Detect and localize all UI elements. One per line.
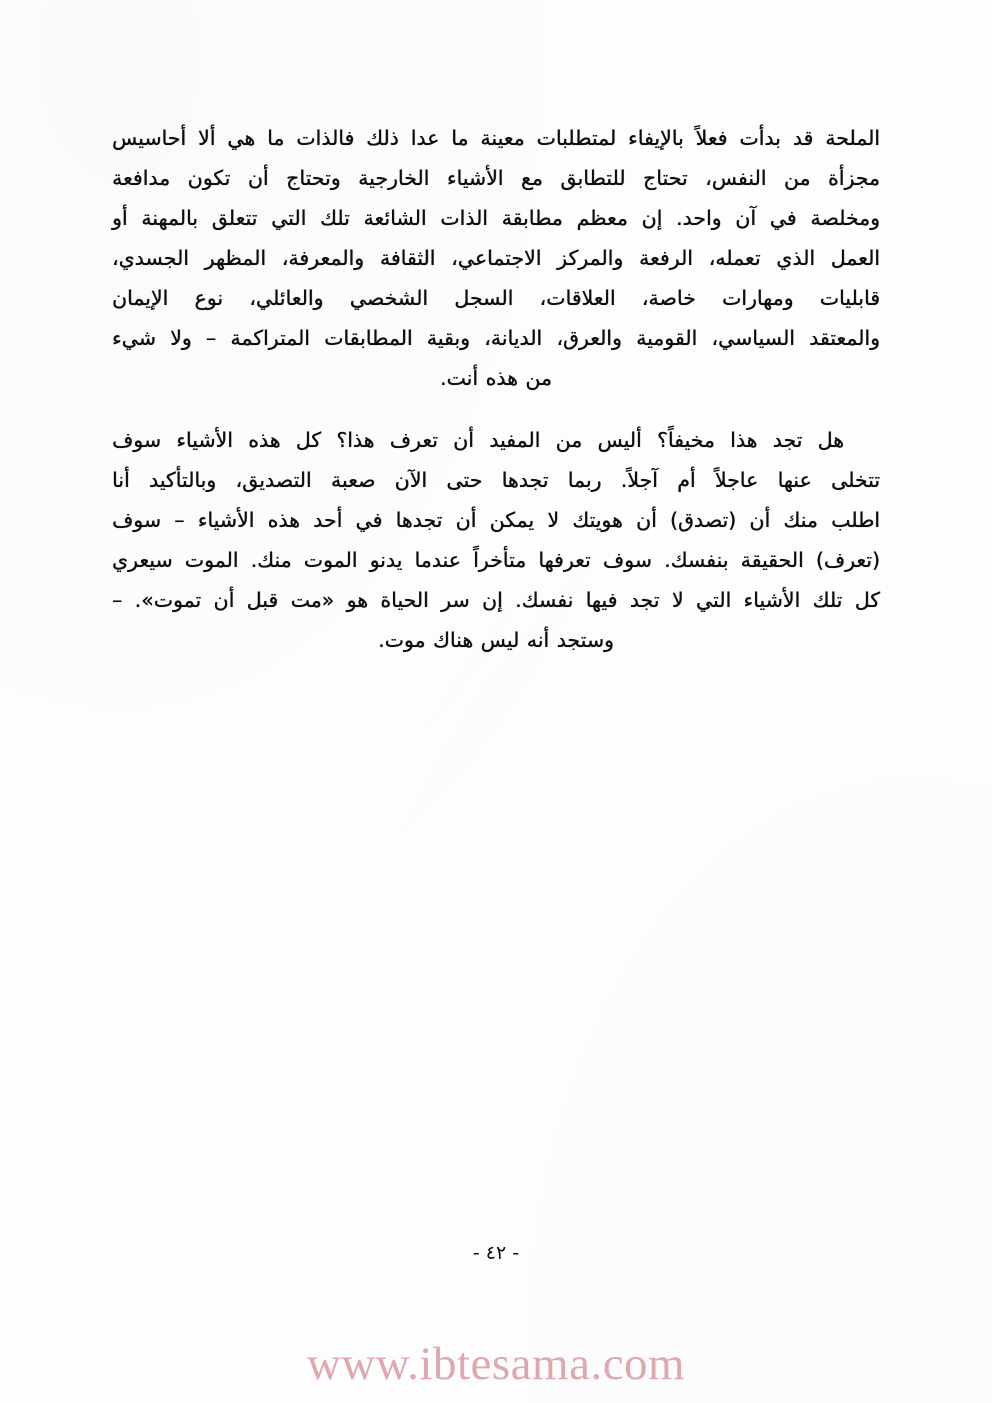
text-line: مجزأة من النفس، تحتاج للتطابق مع الأشياء الخارجية وتحتاج أن تكون مدافعة [112, 166, 880, 190]
text-line: وستجد أنه ليس هناك موت. [378, 628, 614, 652]
text-line: هل تجد هذا مخيفاً؟ أليس من المفيد أن تعرف هذا؟ كل هذه الأشياء سوف [112, 428, 844, 452]
text-line: (تعرف) الحقيقة بنفسك. سوف تعرفها متأخراً عندما يدنو الموت منك. الموت سيعري [112, 548, 880, 572]
text-line: تتخلى عنها عاجلاً أم آجلاً. ربما تجدها حتى الآن صعبة التصديق، وبالتأكيد أنا [112, 468, 880, 492]
text-line: قابليات ومهارات خاصة، العلاقات، السجل الشخصي والعائلي، نوع الإيمان [112, 286, 880, 310]
text-line: كل تلك الأشياء التي لا تجد فيها نفسك. إن سر الحياة هو «مت قبل أن تموت». – [112, 588, 880, 612]
text-line: العمل الذي تعمله، الرفعة والمركز الاجتماعي، الثقافة والمعرفة، المظهر الجسدي، [112, 246, 880, 270]
paragraph-spacer [112, 404, 880, 420]
paragraph-1 [112, 118, 880, 398]
text-line: والمعتقد السياسي، القومية والعرق، الديانة، وبقية المطابقات المتراكمة – ولا شيء [112, 326, 880, 350]
site-watermark: www.ibtesama.com [306, 1338, 686, 1390]
text-line: اطلب منك أن (تصدق) أن هويتك لا يمكن أن تجدها في أحد هذه الأشياء – سوف [112, 508, 880, 532]
paragraph-2 [112, 420, 880, 660]
text-line: من هذه أنت. [440, 366, 552, 390]
page-text-body [112, 118, 880, 666]
page-number: - ٤٢ - [472, 1242, 520, 1264]
text-line: الملحة قد بدأت فعلاً بالإيفاء لمتطلبات معينة ما عدا ذلك فالذات ما هي ألا أحاسيس [112, 126, 880, 150]
text-line: ومخلصة في آن واحد. إن معظم مطابقة الذات الشائعة تلك التي تتعلق بالمهنة أو [112, 206, 880, 230]
